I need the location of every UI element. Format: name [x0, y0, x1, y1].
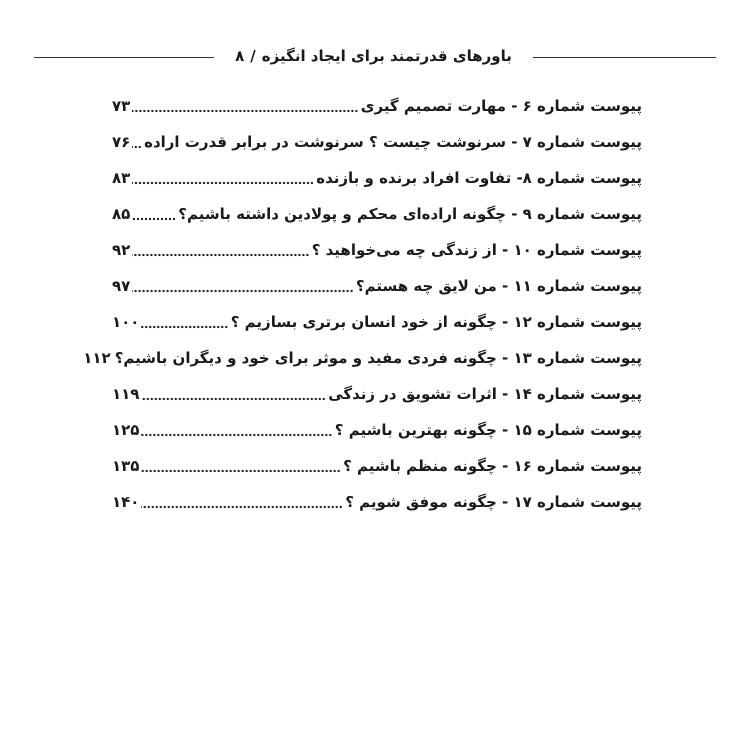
dot-leader: [132, 289, 354, 293]
toc-entry-title: پیوست شماره ۱۷ - چگونه موفق شویم ؟: [345, 493, 642, 511]
toc-entry-page: ۹۷: [112, 277, 131, 295]
toc-entry-title: پیوست شماره ۶ - مهارت تصمیم گیری: [360, 97, 642, 115]
toc-entry-title: پیوست شماره ۱۴ - اثرات تشویق در زندگی: [328, 385, 642, 403]
toc-entry-page: ۱۲۵: [112, 421, 140, 439]
book-title: باورهای قدرتمند برای ایجاد انگیزه: [261, 47, 512, 65]
header-rule-right: [533, 57, 716, 58]
toc-entry: [83, 340, 642, 376]
toc-entry-page: ۸۵: [112, 205, 131, 223]
dot-leader: [141, 433, 332, 437]
toc-entry-page: ۹۲: [112, 241, 131, 259]
toc-entry: [112, 268, 642, 304]
toc-entry-page: ۷۶: [112, 133, 131, 151]
dot-leader: [132, 217, 176, 221]
toc-entry: [112, 160, 642, 196]
toc-entry-title: پیوست شماره ۱۲ - چگونه از خود انسان برتری بسازیم ؟: [230, 313, 642, 331]
toc-entry: [112, 304, 642, 340]
toc-entry-title: پیوست شماره ۱۱ - من لایق چه هستم؟: [355, 277, 642, 295]
dot-leader: [141, 397, 326, 401]
running-head: [214, 47, 533, 65]
page-number: ۸: [235, 47, 245, 65]
toc-entry: [112, 124, 642, 160]
toc-entry-title: پیوست شماره ۱۳ - چگونه فردی مفید و موثر برای خود و دیگران باشیم؟: [114, 349, 642, 367]
dot-leader: [141, 469, 341, 473]
toc-entry-page: ۸۳: [112, 169, 131, 187]
toc-entry-page: ۱۱۹: [112, 385, 140, 403]
dot-leader: [132, 109, 358, 113]
dot-leader: [141, 325, 228, 329]
toc-entry-page: ۱۳۵: [112, 457, 140, 475]
toc-entry-title: پیوست شماره ۱۰ - از زندگی چه می‌خواهید ؟: [311, 241, 642, 259]
toc-entry-page: ۱۰۰: [112, 313, 140, 331]
toc-entry-title: پیوست شماره ۱۵ - چگونه بهترین باشیم ؟: [334, 421, 642, 439]
toc-entry: [112, 88, 642, 124]
toc-entry: [112, 232, 642, 268]
dot-leader: [132, 253, 309, 257]
toc-entry-page: ۱۱۲: [83, 349, 111, 367]
toc-entry-page: ۱۴۰: [112, 493, 140, 511]
toc-entry-title: پیوست شماره ۱۶ - چگونه منظم باشیم ؟: [343, 457, 642, 475]
page-header: [0, 44, 750, 72]
toc-entry: [112, 484, 642, 520]
toc-entry: [112, 376, 642, 412]
toc-entry-page: ۷۳: [112, 97, 131, 115]
header-rule-left: [34, 57, 214, 58]
toc-entry-title: پیوست شماره ۷ - سرنوشت چیست ؟ سرنوشت در برابر قدرت اراده: [144, 133, 642, 151]
toc-entry: [112, 196, 642, 232]
toc-entry-title: پیوست شماره ۹ - چگونه اراده‌ای محکم و پولادین داشته باشیم؟: [178, 205, 642, 223]
header-separator: /: [250, 47, 256, 65]
dot-leader: [132, 145, 142, 149]
dot-leader: [132, 181, 314, 185]
toc-entry-title: پیوست شماره ۸- تفاوت افراد برنده و بازنده: [316, 169, 642, 187]
dot-leader: [141, 505, 343, 509]
toc-entry: [112, 412, 642, 448]
toc-entry: [112, 448, 642, 484]
table-of-contents: [83, 88, 642, 520]
